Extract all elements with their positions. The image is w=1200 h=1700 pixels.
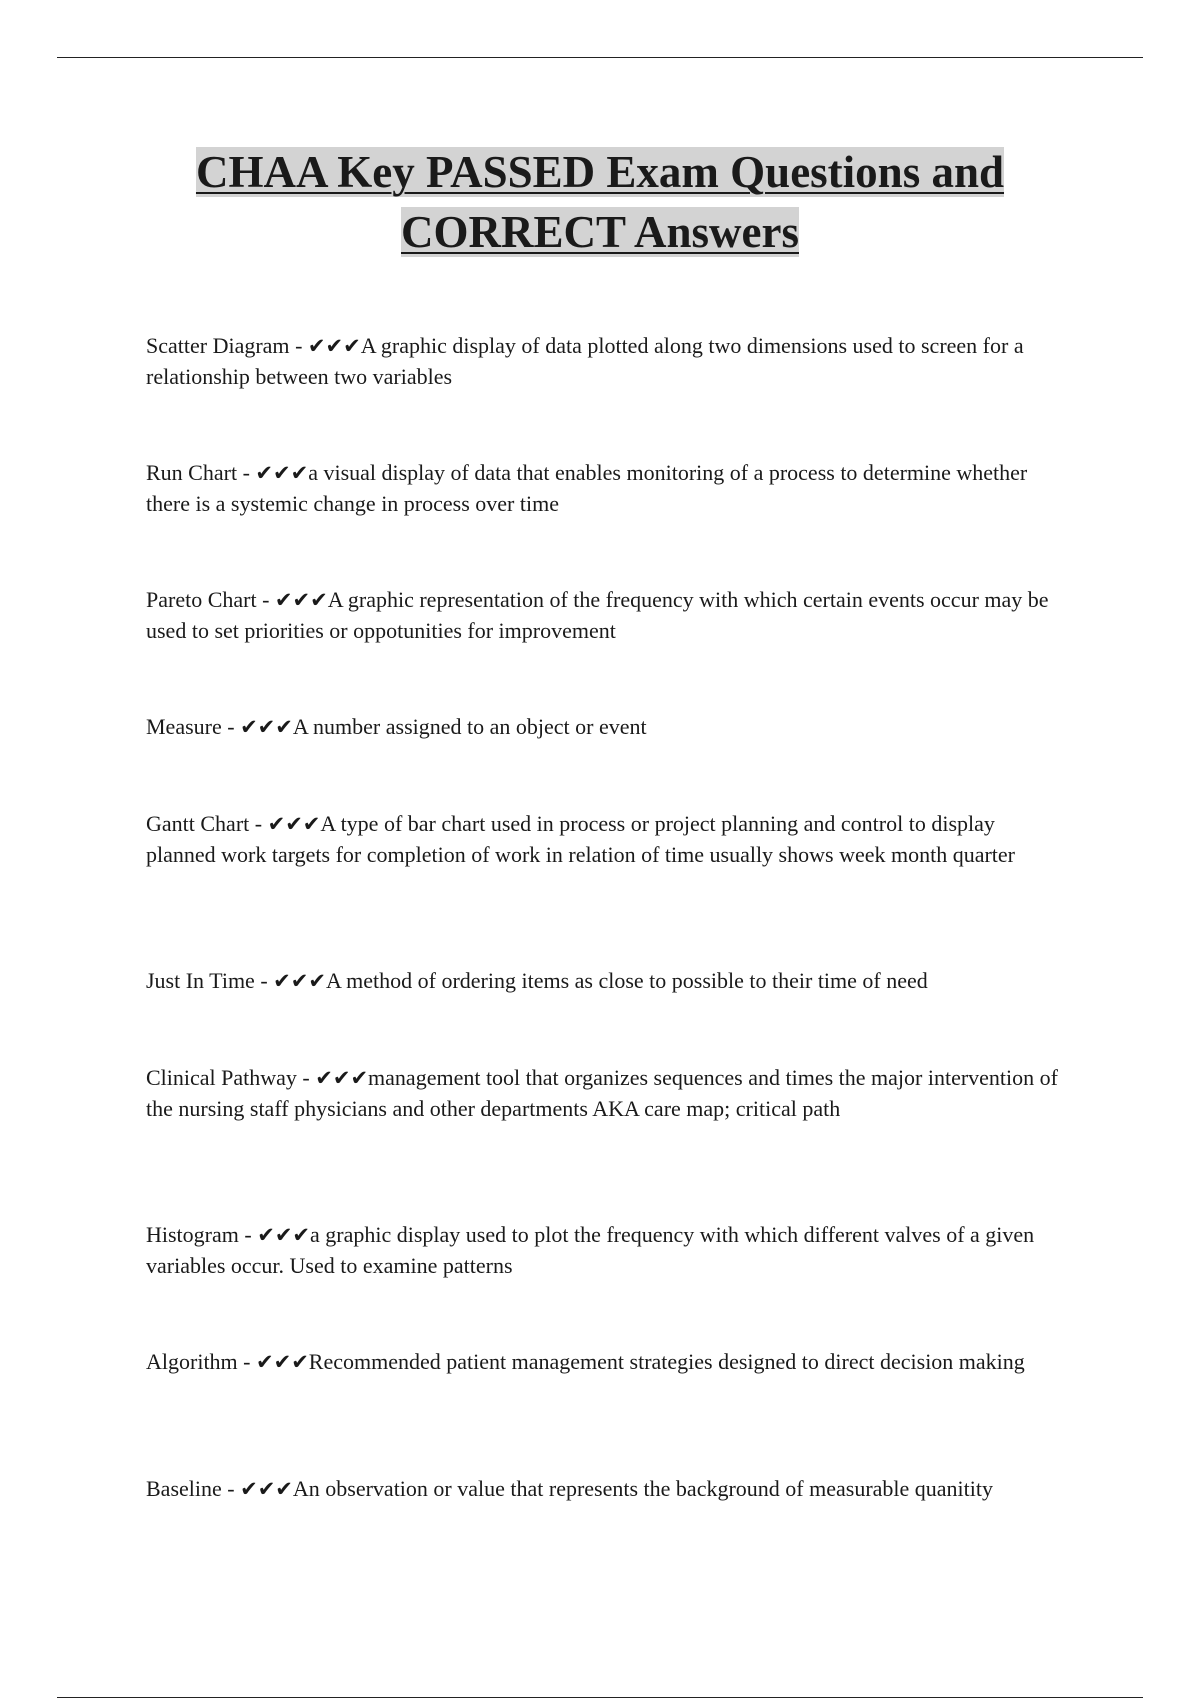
entry-scatter-diagram xyxy=(146,331,1066,392)
entry-separator: - xyxy=(296,1065,316,1090)
entry-definition: a visual display of data that enables monitoring of a process to determine whether there is a systemic change in process over time xyxy=(146,460,1028,516)
entry-gantt-chart xyxy=(146,809,1066,870)
entry-separator: - xyxy=(249,811,268,836)
entry-definition: A method of ordering items as close to possible to their time of need xyxy=(325,968,928,993)
entry-baseline xyxy=(146,1474,1066,1505)
triple-check-icon: ✔✔✔ xyxy=(256,1350,309,1374)
entry-definition: A type of bar chart used in process or project planning and control to display planned work targets for completion of work in relation of time usually shows week month quarter xyxy=(146,811,1015,867)
entry-clinical-pathway xyxy=(146,1063,1066,1124)
entry-term: Clinical Pathway xyxy=(146,1065,297,1090)
entry-definition: management tool that organizes sequences and times the major intervention of the nursing staff physicians and other departments AKA care map; critical path xyxy=(146,1065,1058,1121)
entry-separator: - xyxy=(256,587,275,612)
title-line-2: CORRECT Answers xyxy=(401,207,799,257)
entry-separator: - xyxy=(237,460,256,485)
triple-check-icon: ✔✔✔ xyxy=(315,1066,369,1090)
entry-measure xyxy=(146,712,1066,743)
entry-definition: a graphic display used to plot the frequency with which different valves of a given variables occur. Used to examine patterns xyxy=(146,1222,1035,1278)
entry-definition: An observation or value that represents the background of measurable quanitity xyxy=(292,1476,994,1501)
entry-term: Algorithm xyxy=(146,1349,238,1374)
triple-check-icon: ✔✔✔ xyxy=(240,715,293,739)
entry-separator: - xyxy=(238,1222,258,1247)
entry-separator: - xyxy=(254,968,274,993)
entry-separator: - xyxy=(237,1349,256,1374)
entry-run-chart xyxy=(146,458,1066,519)
entry-pareto-chart xyxy=(146,585,1066,646)
entry-algorithm xyxy=(146,1347,1066,1378)
triple-check-icon: ✔✔✔ xyxy=(257,1223,311,1247)
entry-definition: A graphic representation of the frequency with which certain events occur may be used to set priorities or oppotunities for improvement xyxy=(146,587,1049,643)
entry-definition: A graphic display of data plotted along two dimensions used to screen for a relationship between two variables xyxy=(146,333,1024,389)
entry-term: Run Chart xyxy=(146,460,238,485)
entry-separator: - xyxy=(221,714,241,739)
entry-term: Scatter Diagram xyxy=(146,333,290,358)
entry-term: Measure xyxy=(146,714,222,739)
entry-separator: - xyxy=(221,1476,241,1501)
entry-term: Pareto Chart xyxy=(146,587,257,612)
entry-definition: A number assigned to an object or event xyxy=(292,714,647,739)
entry-histogram xyxy=(146,1220,1066,1281)
triple-check-icon: ✔✔✔ xyxy=(267,812,321,836)
bottom-rule xyxy=(57,1697,1143,1698)
triple-check-icon: ✔✔✔ xyxy=(274,588,328,612)
title-line-1: CHAA Key PASSED Exam Questions and xyxy=(195,147,1005,197)
entry-term: Histogram xyxy=(146,1222,239,1247)
triple-check-icon: ✔✔✔ xyxy=(307,334,361,358)
top-rule xyxy=(57,57,1143,58)
entry-just-in-time xyxy=(146,966,1066,997)
entry-term: Baseline xyxy=(146,1476,222,1501)
triple-check-icon: ✔✔✔ xyxy=(273,969,326,993)
entry-term: Just In Time xyxy=(146,968,255,993)
triple-check-icon: ✔✔✔ xyxy=(255,461,309,485)
entry-separator: - xyxy=(289,333,308,358)
triple-check-icon: ✔✔✔ xyxy=(240,1477,293,1501)
entry-term: Gantt Chart xyxy=(146,811,250,836)
entry-definition: Recommended patient management strategies designed to direct decision making xyxy=(308,1349,1025,1374)
page-title xyxy=(0,142,1200,262)
